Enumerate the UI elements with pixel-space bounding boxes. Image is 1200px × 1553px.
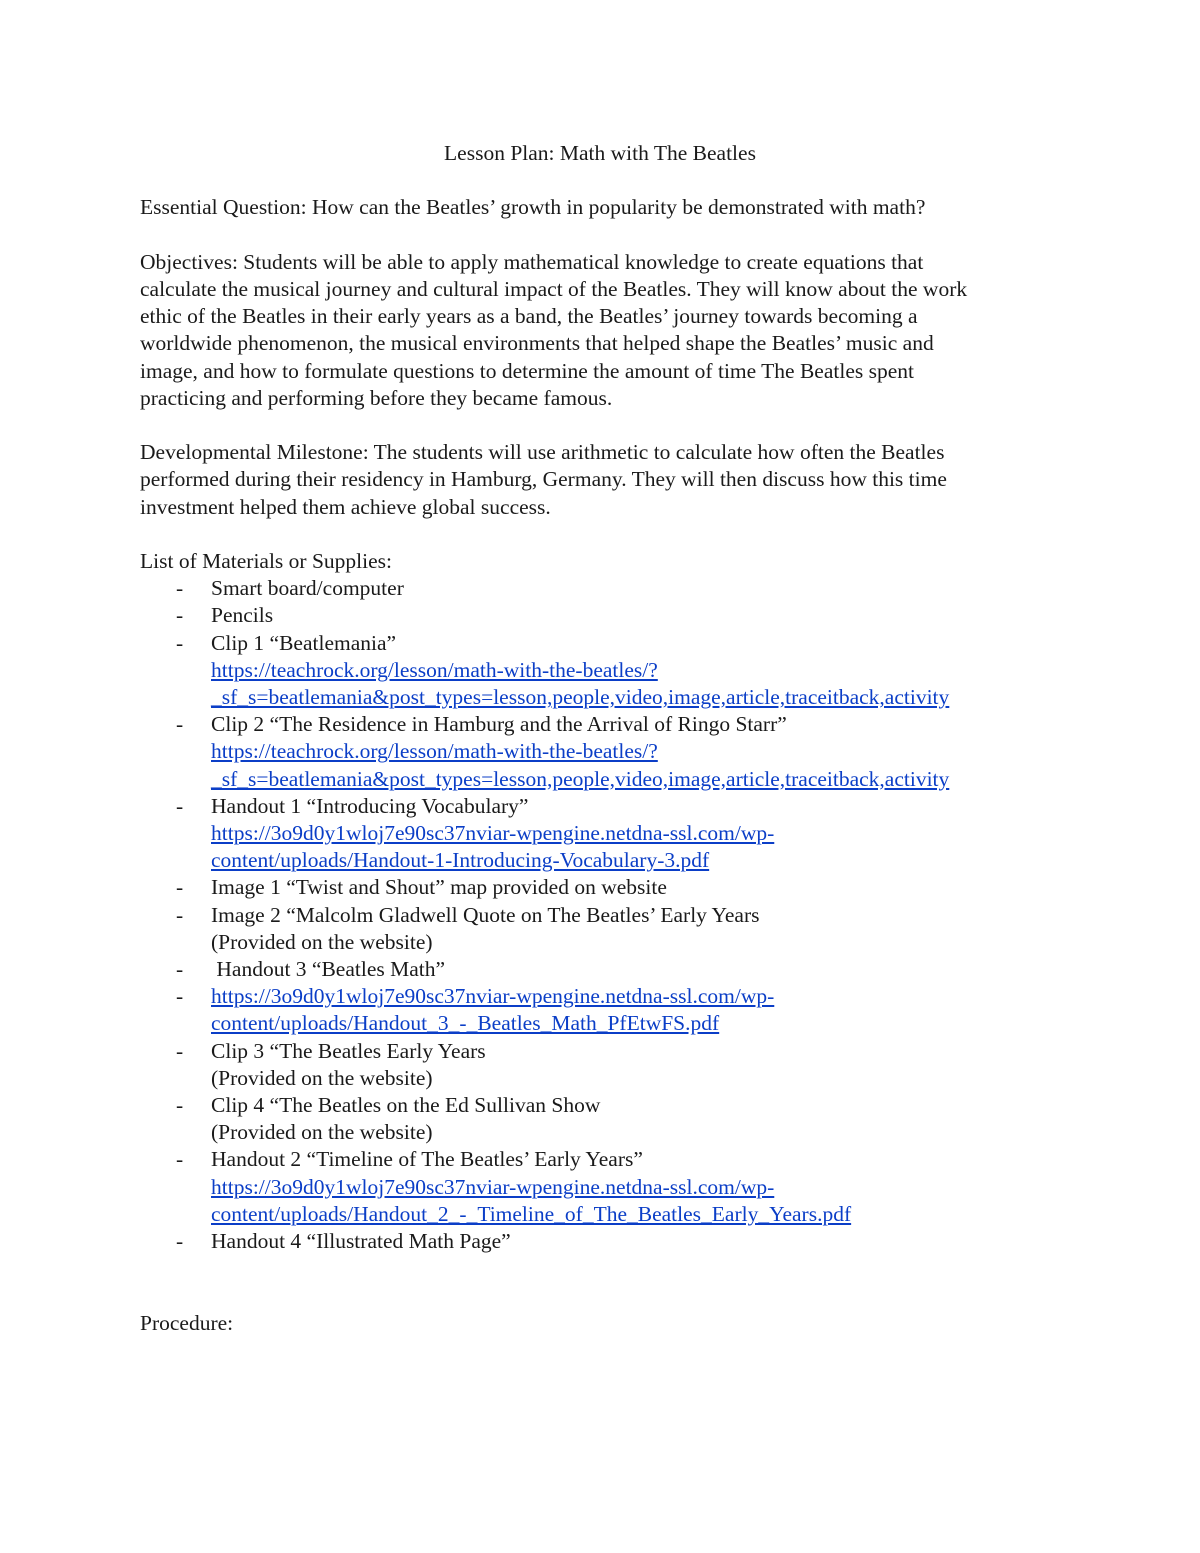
material-text: Clip 2 “The Residence in Hamburg and the Arrival of Ringo Starr” (211, 712, 787, 737)
materials-list-item (140, 874, 1060, 901)
materials-list-item (140, 630, 1060, 712)
material-text: (Provided on the website) (211, 929, 433, 954)
milestone-line: investment helped them achieve global success. (140, 494, 551, 519)
material-link[interactable]: _sf_s=beatlemania&post_types=lesson,people,video,image,article,traceitback,activity (211, 685, 950, 709)
materials-list-item (140, 956, 1060, 983)
material-text: Handout 3 “Beatles Math” (211, 957, 446, 982)
page-title: Lesson Plan: Math with The Beatles (444, 141, 756, 165)
material-link[interactable]: https://3o9d0y1wloj7e90sc37nviar-wpengine.netdna-ssl.com/wp- (211, 984, 775, 1009)
material-text: Image 1 “Twist and Shout” map provided on website (211, 875, 667, 900)
milestone-paragraph (140, 439, 1060, 521)
milestone-line: performed during their residency in Hamburg, Germany. They will then discuss how this time (140, 467, 947, 492)
materials-list-item (140, 1146, 1060, 1228)
material-link[interactable]: https://teachrock.org/lesson/math-with-the-beatles/? (211, 657, 658, 682)
list-bullet: - (176, 1229, 184, 1254)
essential-question: Essential Question: How can the Beatles’ growth in popularity be demonstrated with math? (140, 195, 926, 220)
material-link[interactable]: https://3o9d0y1wloj7e90sc37nviar-wpengine.netdna-ssl.com/wp- (211, 1174, 775, 1199)
objectives-line: ethic of the Beatles in their early years as a band, the Beatles’ journey towards becoming a (140, 304, 918, 329)
material-text: Clip 1 “Beatlemania” (211, 630, 397, 655)
material-text: (Provided on the website) (211, 1120, 433, 1145)
list-bullet: - (176, 1147, 184, 1172)
document-body (140, 140, 1060, 1337)
objectives-line: Objectives: Students will be able to apply mathematical knowledge to create equations that (140, 249, 924, 274)
materials-list-item (140, 602, 1060, 629)
material-link[interactable]: _sf_s=beatlemania&post_types=lesson,people,video,image,article,traceitback,activity (211, 766, 950, 791)
list-bullet: - (176, 875, 184, 900)
material-text: Handout 1 “Introducing Vocabulary” (211, 793, 529, 818)
list-bullet: - (176, 793, 184, 818)
material-text: Pencils (211, 603, 274, 628)
objectives-line: practicing and performing before they became famous. (140, 385, 613, 410)
material-text: Handout 4 “Illustrated Math Page” (211, 1229, 511, 1254)
list-bullet: - (176, 1038, 184, 1063)
objectives-line: calculate the musical journey and cultural impact of the Beatles. They will know about the work (140, 276, 968, 301)
list-bullet: - (176, 1093, 184, 1118)
materials-list-item (140, 983, 1060, 1037)
procedure-heading: Procedure: (140, 1310, 234, 1335)
objectives-line: image, and how to formulate questions to determine the amount of time The Beatles spent (140, 358, 915, 383)
materials-list-item (140, 1228, 1060, 1255)
material-text: Clip 4 “The Beatles on the Ed Sullivan Show (211, 1093, 601, 1118)
objectives-paragraph (140, 249, 1060, 412)
list-bullet: - (176, 712, 184, 737)
materials-list-item (140, 1038, 1060, 1092)
materials-list-item (140, 711, 1060, 793)
material-link[interactable]: https://teachrock.org/lesson/math-with-the-beatles/? (211, 739, 658, 764)
list-bullet: - (176, 984, 184, 1009)
materials-list-item (140, 793, 1060, 875)
list-bullet: - (176, 603, 184, 628)
material-text: Image 2 “Malcolm Gladwell Quote on The Beatles’ Early Years (211, 902, 760, 927)
list-bullet: - (176, 902, 184, 927)
materials-list-item (140, 1092, 1060, 1146)
materials-heading: List of Materials or Supplies: (140, 548, 392, 573)
materials-list-item (140, 575, 1060, 602)
material-link[interactable]: https://3o9d0y1wloj7e90sc37nviar-wpengine.netdna-ssl.com/wp- (211, 821, 775, 846)
material-text: Clip 3 “The Beatles Early Years (211, 1038, 486, 1063)
material-link[interactable]: content/uploads/Handout-1-Introducing-Vocabulary-3.pdf (211, 848, 710, 873)
objectives-line: worldwide phenomenon, the musical environments that helped shape the Beatles’ music and (140, 331, 934, 356)
material-text: (Provided on the website) (211, 1065, 433, 1090)
materials-list-item (140, 902, 1060, 956)
list-bullet: - (176, 957, 184, 982)
milestone-line: Developmental Milestone: The students will use arithmetic to calculate how often the Beatles (140, 440, 945, 465)
material-text: Handout 2 “Timeline of The Beatles’ Early Years” (211, 1147, 643, 1172)
list-bullet: - (176, 576, 184, 601)
material-text: Smart board/computer (211, 576, 404, 601)
material-link[interactable]: content/uploads/Handout_2_-_Timeline_of_The_Beatles_Early_Years.pdf (211, 1201, 852, 1226)
material-link[interactable]: content/uploads/Handout_3_-_Beatles_Math_PfEtwFS.pdf (211, 1011, 720, 1036)
list-bullet: - (176, 630, 184, 655)
materials-list (140, 575, 1060, 1255)
